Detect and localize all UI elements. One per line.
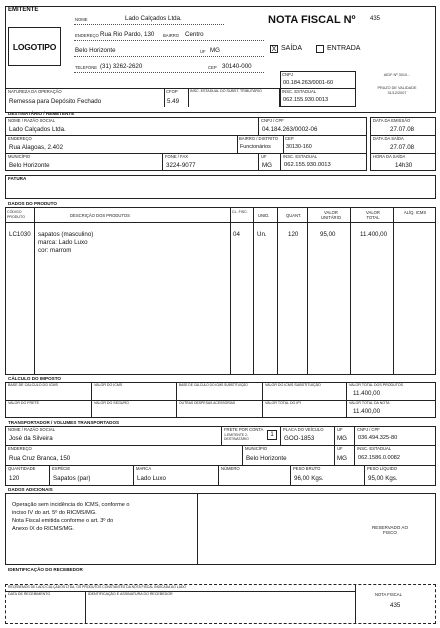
tr-marca: Lado Luxo xyxy=(137,475,166,482)
dest-endereco: Rua Alagoas, 2.402 xyxy=(9,144,64,151)
tr-uf2: MG xyxy=(337,455,347,462)
tr-qtd-label: QUANTIDADE xyxy=(8,466,36,471)
tr-municipio: Belo Horizonte xyxy=(246,455,287,462)
row-descricao-2: marca: Lado Luxo xyxy=(38,239,88,246)
dest-cnpj-label: CNPJ / CPF xyxy=(261,118,284,123)
tr-endereco: Rua Cruz Branca, 150 xyxy=(9,455,71,462)
tr-cnpj-label: CNPJ / CPF xyxy=(357,427,380,432)
dest-nome: Lado Calçados Ltda. xyxy=(9,126,66,133)
row-total: 11.400,00 xyxy=(360,231,388,238)
tr-frete-label: FRETE POR CONTA xyxy=(224,427,264,432)
row-unid: Un. xyxy=(257,231,267,238)
dest-municipio: Belo Horizonte xyxy=(9,162,50,169)
col-unitario: VALOR UNITÁRIO xyxy=(320,210,341,220)
tr-numero-label: NÚMERO xyxy=(221,466,240,471)
col-quant: QUANT. xyxy=(286,213,302,218)
imp-frete: VALOR DO FRETE xyxy=(8,401,40,405)
dest-ie-label: INSC. ESTADUAL xyxy=(283,154,318,159)
prazo-value: 31/12/2007 xyxy=(387,91,407,95)
tr-frete-opts: 1-EMITENTE 2-DESTINATÁRIO xyxy=(224,433,249,441)
natureza-label: NATUREZA DA OPERAÇÃO xyxy=(8,89,62,94)
imp-valor-sub: VALOR DO ICMS SUBSTITUIÇÃO xyxy=(265,383,321,387)
imp-total-produtos: VALOR TOTAL DOS PRODUTOS xyxy=(349,383,404,387)
entrada-label: ENTRADA xyxy=(327,45,361,52)
label-cep: CEP xyxy=(208,65,217,70)
tr-liquido: 95,00 Kgs. xyxy=(368,475,398,482)
nota-cnpj-label: CNPJ xyxy=(282,72,293,77)
nota-ie-label: INSC. ESTADUAL xyxy=(282,89,317,94)
aidf-text: AIDF Nº 3010... xyxy=(383,73,411,77)
col-aliq: ALÍQ. ICMS xyxy=(403,210,427,215)
imp-total-nota-value: 11.400,00 xyxy=(353,408,381,415)
adicionais-title: DADOS ADICIONAIS xyxy=(8,487,53,492)
entrada-checkbox[interactable] xyxy=(316,45,324,53)
emitente-uf: MG xyxy=(210,47,220,54)
tr-municipio-label: MUNICÍPIO xyxy=(245,446,268,451)
imp-total-produtos-value: 11.400,00 xyxy=(353,390,381,397)
col-clfisc: CL. FISC. xyxy=(232,210,248,214)
imp-seguro: VALOR DO SEGURO xyxy=(94,401,129,405)
row-unit: 95,00 xyxy=(320,231,336,238)
nota-title: NOTA FISCAL Nº xyxy=(268,14,356,26)
row-descricao: sapatos (masculino) xyxy=(38,231,94,238)
col-total: VALOR TOTAL xyxy=(366,210,380,220)
dest-hora: 14h30 xyxy=(395,162,413,169)
tr-placa: GOO-1853 xyxy=(284,435,315,442)
canhoto-recebemos: RECEBEMOS DE LADO CALÇADOS LTDA. OS PRODUTOS CONSTANTES DA NOTA FISCAL INDICADA AO LADO xyxy=(8,585,187,589)
dest-cep: 30130-160 xyxy=(286,144,312,150)
adicionais-line-1: Operação sem incidência do ICMS, conforme o xyxy=(12,502,130,508)
saida-mark: X xyxy=(271,46,277,53)
dest-bairro: Funcionários xyxy=(240,144,271,150)
emitente-title: EMITENTE xyxy=(8,7,39,13)
logo xyxy=(8,27,61,66)
dest-emissao-label: DATA DA EMISSÃO xyxy=(373,118,411,123)
frete-option-box[interactable] xyxy=(267,430,277,440)
saida-label: SAÍDA xyxy=(281,45,303,52)
dest-ie: 062.155.930.0013 xyxy=(284,162,331,168)
imp-ipi: VALOR TOTAL DO IPI xyxy=(265,401,301,405)
ie-sub-label: INSC. ESTADUAL DO SUBST. TRIBUTÁRIO xyxy=(190,89,262,93)
dest-emissao: 27.07.08 xyxy=(390,126,415,133)
row-cl: 04 xyxy=(233,231,240,238)
emitente-district: Centro xyxy=(185,31,204,38)
nota-ie: 062.155.930.0013 xyxy=(283,97,329,103)
dest-fone: 3224-9077 xyxy=(166,162,196,169)
fatura-section xyxy=(5,175,436,199)
dest-saida: 27.07.08 xyxy=(390,144,415,151)
label-uf: UF xyxy=(200,49,206,54)
emitente-cep: 30140-000 xyxy=(222,63,252,70)
canhoto-nf-label: NOTA FISCAL xyxy=(375,592,402,597)
tr-marca-label: MARCA xyxy=(136,466,152,471)
saida-checkbox[interactable] xyxy=(270,45,278,53)
canhoto-assinatura-label: IDENTIFICAÇÃO E ASSINATURA DO RECEBEDOR xyxy=(88,592,173,596)
tr-uf: MG xyxy=(337,435,347,442)
tr-especie-label: ESPÉCIE xyxy=(52,466,71,471)
imp-base-icms: BASE DE CÁLCULO DO ICMS xyxy=(8,383,58,387)
dest-uf-label: UF xyxy=(261,154,267,159)
dest-saida-label: DATA DA SAÍDA xyxy=(373,136,404,141)
row-quant: 120 xyxy=(288,231,299,238)
tr-qtd: 120 xyxy=(9,475,20,482)
row-codigo: LC1030 xyxy=(9,231,31,238)
tr-nome-label: NOME / RAZÃO SOCIAL xyxy=(8,427,56,432)
nota-cnpj: 00.184.263/0001-60 xyxy=(283,80,334,86)
canhoto-data-label: DATA DE RECEBIMENTO xyxy=(8,592,51,596)
tr-liquido-label: PESO LÍQUIDO xyxy=(367,466,398,471)
row-descricao-3: cor: marrom xyxy=(38,247,72,254)
nota-prazo xyxy=(360,86,434,96)
reservado-fisco: RESERVADO AO FISCO xyxy=(371,525,409,535)
adicionais-line-2: inciso IV do art. 5º do RICMS/MG. xyxy=(12,510,97,516)
dest-uf: MG xyxy=(262,162,272,169)
adicionais-line-3: Nota Fiscal emitida conforme o art. 3º do xyxy=(12,518,114,524)
canhoto-section xyxy=(5,584,436,624)
tr-uf-label: UF xyxy=(337,427,343,432)
tr-cnpj: 036.494.325-80 xyxy=(358,435,398,441)
col-unid: UNID. xyxy=(258,213,270,218)
imp-total-nota: VALOR TOTAL DA NOTA xyxy=(349,401,390,405)
col-descricao: DESCRIÇÃO DOS PRODUTOS xyxy=(70,213,130,218)
tr-ie-label: INSC. ESTADUAL xyxy=(357,446,392,451)
cfop-value: 5.49 xyxy=(167,98,180,105)
nota-number: 435 xyxy=(370,16,381,22)
tr-bruto-label: PESO BRUTO xyxy=(293,466,321,471)
dest-cnpj: 04.184.263/0002-06 xyxy=(262,126,318,133)
transportador-title: TRANSPORTADOR / VOLUMES TRANSPORTADOS xyxy=(8,420,120,425)
tr-bruto: 96,00 Kgs. xyxy=(294,475,324,482)
destinatario-title: DESTINATÁRIO / REMETENTE xyxy=(8,111,75,116)
imposto-title: CÁLCULO DO IMPOSTO xyxy=(8,376,61,381)
prazo-label: PRAZO DE VALIDADE xyxy=(377,86,417,90)
label-nome: NOME xyxy=(75,17,88,22)
dest-hora-label: HORA DA SAÍDA xyxy=(373,154,406,159)
tr-nome: José da Silveira xyxy=(9,435,53,442)
dest-cep-label: CEP xyxy=(285,136,294,141)
emitente-phone: (31) 3262-2620 xyxy=(100,63,143,70)
dest-nome-label: NOME / RAZÃO SOCIAL xyxy=(8,118,56,123)
imp-outras: OUTRAS DESPESAS ACESSÓRIAS xyxy=(179,401,236,405)
label-bairro: BAIRRO xyxy=(163,33,180,38)
tr-placa-label: PLACA DO VEÍCULO xyxy=(283,427,324,432)
cfop-label: CFOP xyxy=(166,89,178,94)
label-endereco: ENDEREÇO xyxy=(75,33,99,38)
dest-endereco-label: ENDEREÇO xyxy=(8,136,32,141)
emitente-city: Belo Horizonte xyxy=(75,47,116,54)
label-telefone: TELEFONE xyxy=(75,65,98,70)
tr-uf2-label: UF xyxy=(337,446,343,451)
logo-text: LOGOTIPO xyxy=(12,41,57,52)
emitente-address: Rua Rio Pardo, 130 xyxy=(100,31,155,38)
frete-value: 1 xyxy=(270,432,274,438)
canhoto-nf: 435 xyxy=(390,602,401,609)
imp-valor-icms: VALOR DO ICMS xyxy=(94,383,123,387)
imp-base-sub: BASE DE CÁLCULO DO ICMS SUBSTITUIÇÃO xyxy=(179,383,248,387)
canhoto-title: IDENTIFICAÇÃO DO RECEBEDOR xyxy=(8,567,83,572)
tr-endereco-label: ENDEREÇO xyxy=(8,446,32,451)
dest-bairro-label: BAIRRO / DISTRITO xyxy=(239,136,279,141)
dest-fone-label: FONE / FAX xyxy=(165,154,189,159)
adicionais-line-4: Anexo IX do RICMS/MG. xyxy=(12,526,75,532)
tr-ie: 062.1586.0.0082 xyxy=(358,455,400,461)
produtos-title: DADOS DO PRODUTO xyxy=(8,201,57,206)
col-codigo: CÓDIGO PRODUTO xyxy=(7,210,25,219)
dest-municipio-label: MUNICÍPIO xyxy=(8,154,31,159)
emitente-name: Lado Calçados Ltda. xyxy=(125,15,182,22)
natureza-value: Remessa para Depósito Fechado xyxy=(9,98,102,105)
tr-especie: Sapatos (par) xyxy=(53,475,91,482)
fatura-title: FATURA xyxy=(8,176,27,181)
nota-aidf xyxy=(360,73,434,78)
